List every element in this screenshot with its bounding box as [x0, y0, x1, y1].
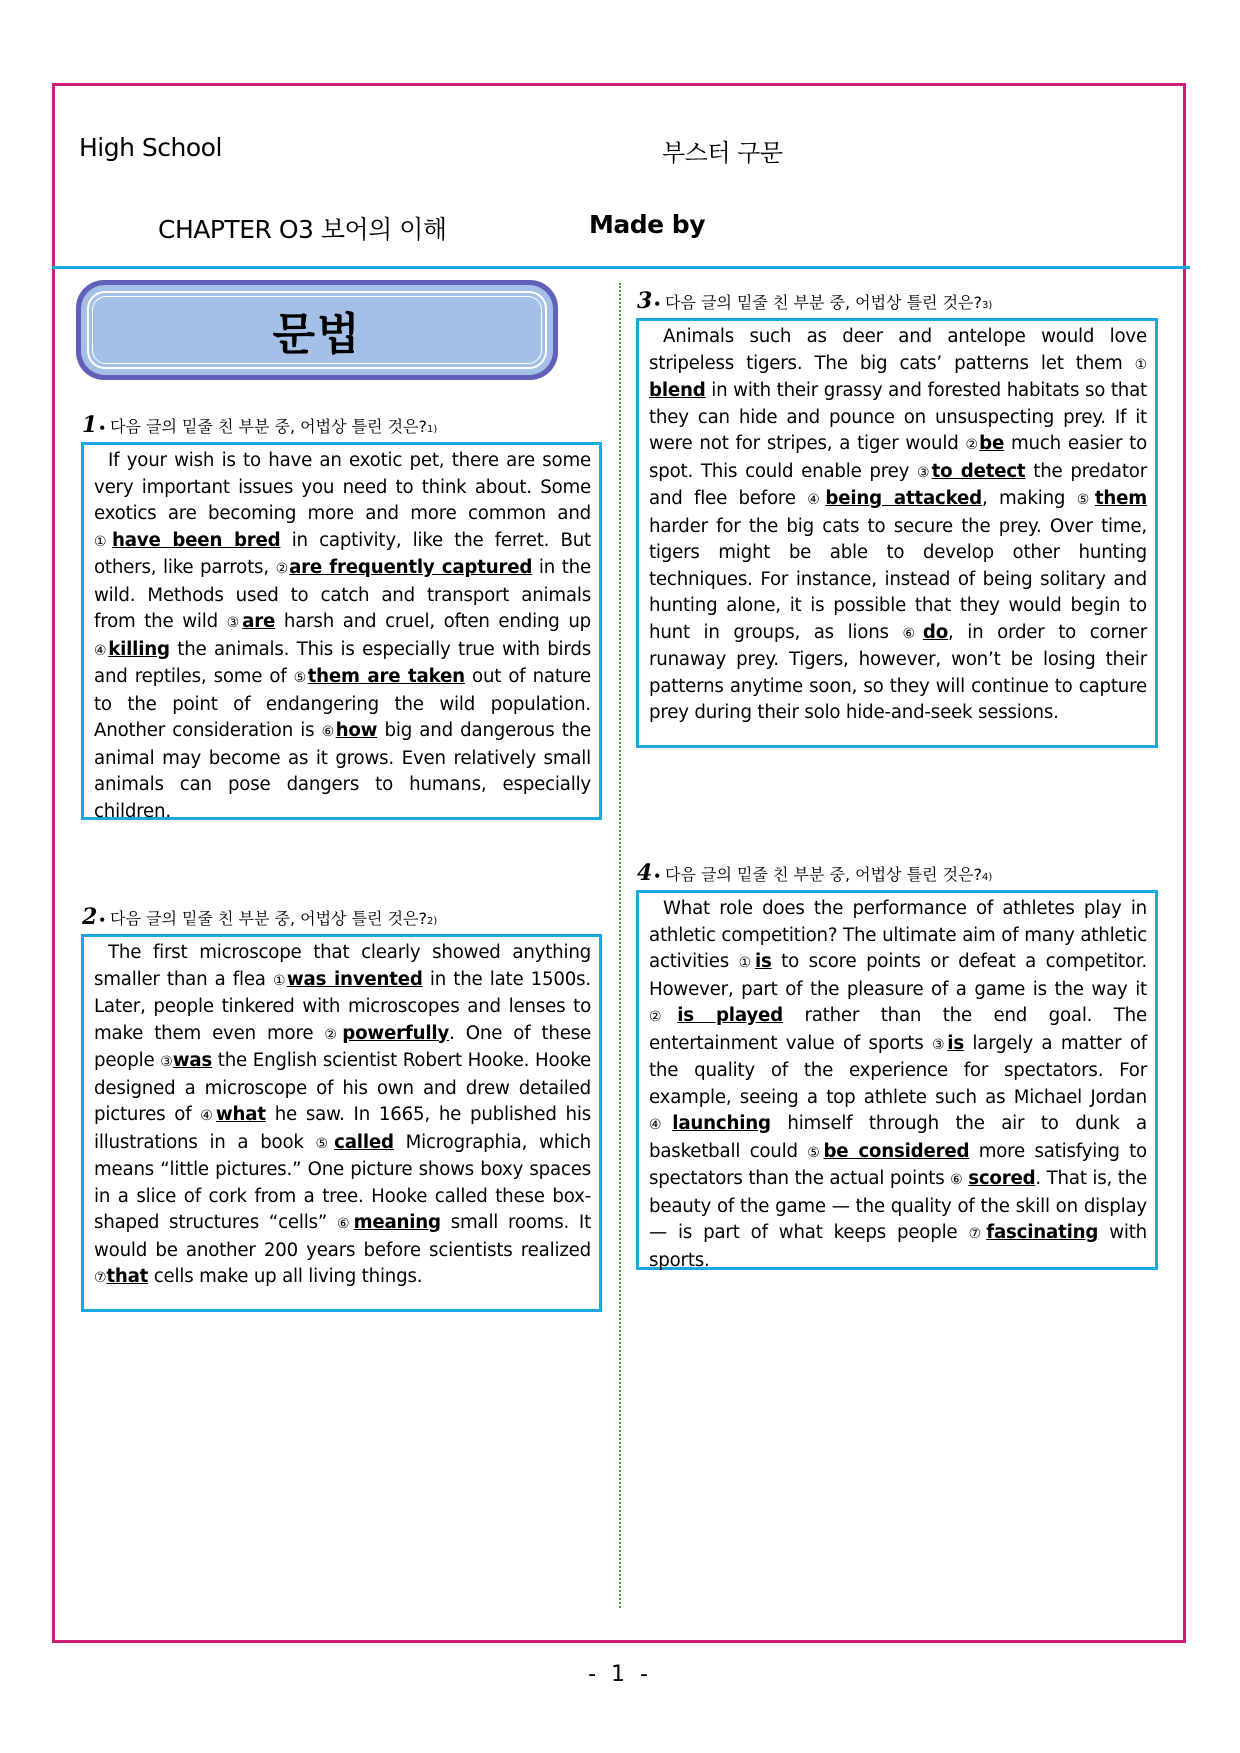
passage-fragment: harder for the big cats to secure the prey. Over time, tigers might be able to develop other hunting techniques. For instance, instead of being solitary and hunting alone, it is possible that they would begin to hunt in groups, as lions	[649, 515, 1147, 643]
choice-number: ⑦	[968, 1226, 987, 1242]
choice-number: ④	[94, 642, 109, 659]
passage-text	[649, 896, 1147, 1274]
passage-fragment: Animals such as deer and antelope would love stripeless tigers. The big cats’ patterns let them	[649, 326, 1147, 374]
underlined-choice: do	[922, 621, 949, 643]
passage-fragment: in with their grassy and forested habitats so that they can hide and pounce on unsuspecting prey. If it were not for stripes, a tiger would	[649, 380, 1147, 454]
underlined-choice: being attacked	[825, 488, 982, 509]
question-2-passage	[81, 934, 602, 1312]
passage-fragment: the predator and flee before	[649, 460, 1147, 509]
passage-fragment: The first microscope that clearly showed anything smaller than a flea	[94, 942, 591, 990]
passage-fragment: with sports.	[649, 1222, 1148, 1271]
choice-number: ⑤	[315, 1135, 335, 1152]
footnote-ref: 1)	[427, 424, 438, 435]
question-4-passage	[636, 890, 1158, 1270]
choice-number: ②	[965, 437, 980, 453]
choice-number: ⑥	[321, 724, 336, 740]
passage-fragment: to score points or defeat a competitor. However, part of the pleasure of a game is the way it	[649, 951, 1148, 1000]
underlined-choice: have been bred	[111, 529, 281, 551]
choice-number: ⑤	[1076, 492, 1095, 508]
passage-text	[649, 324, 1147, 727]
choice-number: ②	[649, 1009, 678, 1025]
question-3-passage	[636, 318, 1158, 748]
underlined-choice: was	[172, 1050, 213, 1071]
underlined-choice: are	[242, 611, 276, 632]
choice-number: ⑦	[94, 1270, 107, 1286]
question-number: 3 •	[637, 288, 661, 314]
passage-fragment: , making	[981, 488, 1077, 509]
question-3-header	[637, 288, 992, 314]
choice-number: ⑥	[950, 1172, 963, 1188]
question-1-header	[82, 412, 437, 438]
choice-number: ②	[324, 1026, 343, 1043]
passage-fragment: rather than the end goal. The entertainment value of sports	[649, 1005, 1147, 1054]
series-title: 부스터 구문	[662, 139, 783, 167]
underlined-choice: scored	[968, 1168, 1036, 1189]
passage-fragment: he saw. In 1665, he published his illustrations in a book	[94, 1104, 591, 1153]
underlined-choice: are frequently captured	[289, 557, 533, 578]
underlined-choice: meaning	[353, 1212, 441, 1233]
underlined-choice: is	[947, 1032, 964, 1054]
underlined-choice: launching	[672, 1113, 771, 1134]
underlined-choice: blend	[649, 380, 706, 401]
underlined-choice: that	[106, 1266, 149, 1287]
question-2-header	[82, 904, 437, 930]
choice-number: ⑥	[902, 625, 923, 642]
choice-number: ②	[275, 561, 290, 577]
question-1-passage	[81, 442, 602, 820]
chapter-title: CHAPTER O3 보어의 이해	[158, 215, 447, 244]
choice-number: ③	[160, 1054, 173, 1070]
column-divider	[619, 283, 621, 1608]
underlined-choice: them	[1094, 488, 1147, 509]
choice-number: ⑤	[807, 1144, 824, 1161]
underlined-choice: what	[215, 1104, 266, 1125]
question-prompt: 다음 글의 밑줄 친 부분 중, 어법상 틀린 것은?	[664, 293, 983, 312]
underlined-choice: called	[334, 1131, 394, 1153]
underlined-choice: is	[754, 951, 772, 972]
passage-fragment: cells make up all living things.	[148, 1266, 423, 1287]
choice-number: ①	[1134, 356, 1147, 373]
underlined-choice: is played	[677, 1005, 783, 1026]
question-number: 1 •	[82, 412, 106, 438]
school-level: High School	[79, 133, 222, 162]
passage-fragment: largely a matter of the quality of the experience for spectators. For example, seeing a top athlete such as Michael Jordan	[649, 1032, 1148, 1108]
passage-fragment: If your wish is to have an exotic pet, there are some very important issues you need to think about. Some exotics are becoming more and more common and	[94, 450, 591, 524]
footnote-ref: 4)	[982, 872, 993, 883]
page-number: - 1 -	[588, 1662, 652, 1687]
underlined-choice: was invented	[286, 968, 423, 990]
passage-text	[94, 940, 591, 1292]
underlined-choice: them are taken	[307, 666, 465, 687]
underlined-choice: be considered	[823, 1140, 970, 1162]
underlined-choice: powerfully	[342, 1022, 450, 1044]
question-prompt: 다음 글의 밑줄 친 부분 중, 어법상 틀린 것은?	[664, 865, 983, 884]
footnote-ref: 2)	[427, 916, 438, 927]
section-title: 문법	[272, 309, 362, 360]
choice-number: ④	[649, 1117, 673, 1133]
passage-fragment: harsh and cruel, often ending up	[275, 611, 591, 632]
question-number: 4 •	[637, 860, 661, 886]
passage-fragment: himself through the air to dunk a basketball could	[649, 1113, 1148, 1162]
passage-fragment: big and dangerous the animal may become as it grows. Even relatively small animals can pose dangers to humans, especially children.	[94, 720, 591, 822]
passage-fragment: in the wild. Methods used to catch and transport animals from the wild	[94, 557, 592, 632]
question-number: 2 •	[82, 904, 106, 930]
choice-number: ⑤	[293, 670, 308, 686]
passage-fragment: . One of these people	[94, 1022, 592, 1071]
header-divider	[52, 266, 1190, 269]
choice-number: ①	[738, 955, 755, 971]
passage-fragment: out of nature to the point of endangering the wild population. Another consideration is	[94, 666, 591, 741]
footnote-ref: 3)	[982, 300, 993, 311]
passage-fragment: small rooms. It would be another 200 years before scientists realized	[94, 1212, 592, 1261]
question-prompt: 다음 글의 밑줄 친 부분 중, 어법상 틀린 것은?	[109, 909, 428, 928]
passage-fragment: Micrographia, which means “little pictures.” One picture shows boxy spaces in a slice of cork from a tree. Hooke called these box-shaped structures “cells”	[94, 1131, 592, 1233]
choice-number: ③	[226, 615, 243, 631]
passage-fragment: more satisfying to spectators than the actual points	[649, 1140, 1147, 1189]
made-by-label: Made by	[589, 210, 705, 239]
question-4-header	[637, 860, 992, 886]
underlined-choice: killing	[108, 638, 170, 660]
passage-fragment: What role does the performance of athletes play in athletic competition? The ultimate aim of many athletic activities	[649, 898, 1147, 972]
choice-number: ④	[200, 1108, 216, 1124]
choice-number: ①	[94, 533, 112, 550]
underlined-choice: how	[335, 720, 378, 741]
underlined-choice: fascinating	[986, 1222, 1099, 1243]
choice-number: ⑥	[336, 1216, 354, 1232]
underlined-choice: be	[979, 433, 1005, 454]
passage-fragment: , in order to corner runaway prey. Tigers, however, won’t be losing their patterns anytime soon, so they will continue to capture prey during their solo hide-and-seek sessions.	[649, 621, 1147, 723]
choice-number: ③	[917, 464, 932, 481]
question-prompt: 다음 글의 밑줄 친 부분 중, 어법상 틀린 것은?	[109, 417, 428, 436]
passage-fragment: the animals. This is especially true with birds and reptiles, some of	[94, 638, 591, 687]
section-banner	[76, 280, 558, 380]
passage-fragment: . That is, the beauty of the game — the quality of the skill on display — is part of what keeps people	[649, 1168, 1147, 1243]
passage-fragment: in captivity, like the ferret. But others, like parrots,	[94, 529, 591, 578]
passage-fragment: much easier to spot. This could enable prey	[649, 433, 1148, 482]
underlined-choice: to detect	[931, 460, 1026, 482]
choice-number: ③	[932, 1036, 948, 1053]
passage-fragment: in the late 1500s. Later, people tinkered with microscopes and lenses to make them even more	[94, 968, 591, 1044]
passage-text	[94, 448, 591, 825]
passage-fragment: the English scientist Robert Hooke. Hooke designed a microscope of his own and drew detailed pictures of	[94, 1050, 591, 1125]
choice-number: ①	[272, 972, 287, 989]
choice-number: ④	[807, 492, 826, 508]
